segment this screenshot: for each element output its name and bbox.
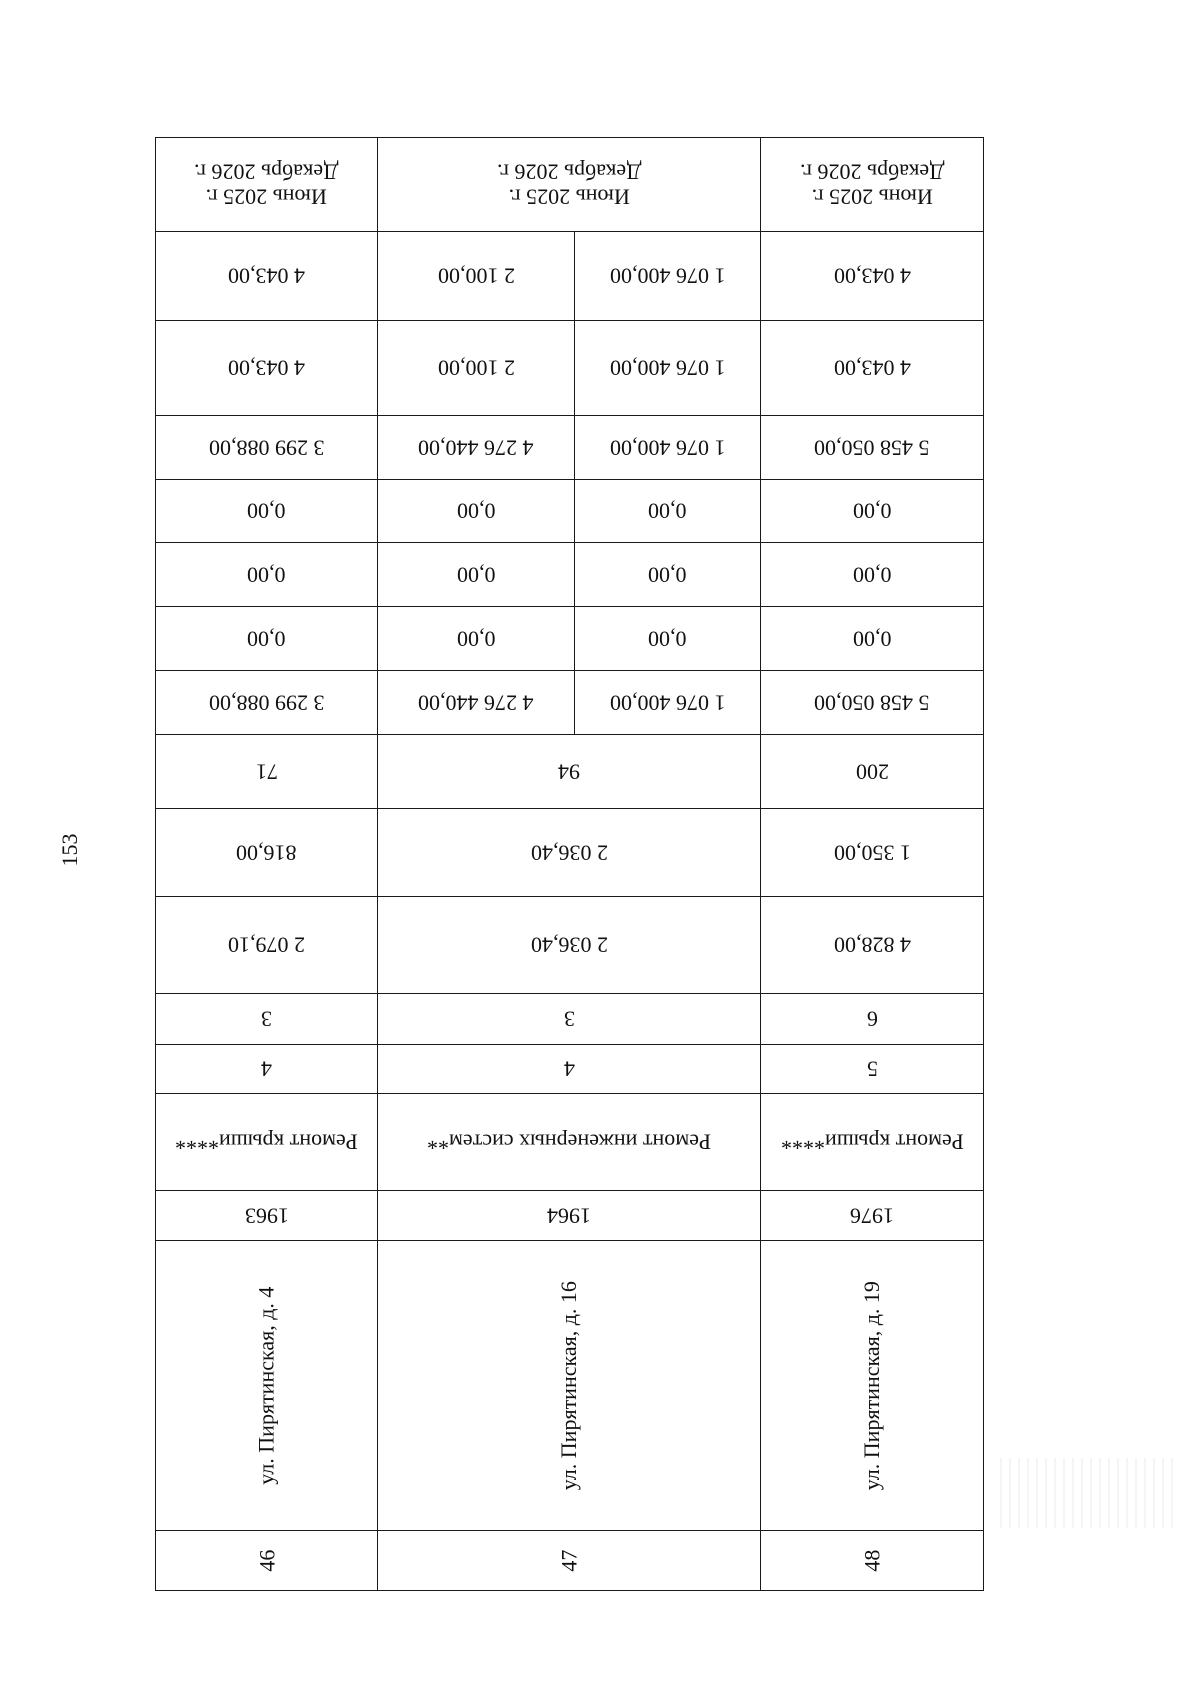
row-48-year-cell — [760, 1190, 984, 1241]
cost-total: 5 458 050,00 — [814, 690, 930, 716]
row-47a-zero-3-cell — [574, 479, 761, 543]
row-46-period-cell — [155, 137, 378, 232]
row-46-rate-1-cell — [155, 320, 378, 416]
build-year: 1964 — [547, 1203, 591, 1229]
row-48-rate-1-cell — [760, 320, 984, 416]
period-start: Июнь 2025 г. — [811, 184, 933, 210]
unit-cost: 2 100,00 — [437, 355, 515, 381]
address: ул. Пирятинская, д. 4 — [253, 1286, 279, 1485]
row-46-rate-2-cell — [155, 231, 378, 321]
row-47b-total-cell — [377, 670, 575, 735]
address: ул. Пирятинская, д. 19 — [859, 1280, 885, 1491]
period-start: Июнь 2025 г. — [205, 184, 328, 210]
row-47a-total-cell — [574, 670, 761, 735]
row-46-zero-1-cell — [155, 606, 378, 671]
unit-cost: 4 043,00 — [833, 355, 911, 381]
cost-zero: 0,00 — [247, 626, 286, 652]
row-46-total-2-cell — [155, 415, 378, 480]
area-total: 2 079,10 — [228, 932, 305, 958]
row-47-address-cell — [377, 1240, 761, 1531]
row-46-no-cell — [155, 1530, 378, 1591]
col-a-value: 5 — [866, 1056, 878, 1082]
row-46-zero-2-cell — [155, 542, 378, 607]
row-46-col-a-cell — [155, 1044, 378, 1094]
cost-zero: 0,00 — [648, 498, 687, 524]
row-48-address-cell — [760, 1240, 984, 1531]
row-47a-rate-2-cell — [574, 231, 761, 321]
row-46-work-cell — [155, 1093, 378, 1191]
address: ул. Пирятинская, д. 16 — [556, 1280, 582, 1491]
cost-zero: 0,00 — [852, 562, 892, 588]
row-47-year-cell — [377, 1190, 761, 1241]
cost-zero: 0,00 — [852, 626, 892, 652]
build-year: 1963 — [244, 1203, 289, 1229]
period — [497, 159, 641, 210]
cost-fund: 1 076 400,00 — [609, 435, 726, 461]
period — [194, 159, 338, 210]
row-47a-rate-1-cell — [574, 320, 761, 416]
cost-fund: 3 299 088,00 — [208, 435, 325, 461]
cost-zero: 0,00 — [648, 626, 687, 652]
row-47b-zero-3-cell — [377, 479, 575, 543]
residents: 200 — [855, 759, 889, 785]
row-47b-total-2-cell — [377, 415, 575, 480]
cost-total: 1 076 400,00 — [609, 690, 726, 716]
col-a-value: 4 — [563, 1056, 575, 1082]
row-48-total-2-cell — [760, 415, 984, 480]
build-year: 1976 — [850, 1203, 894, 1229]
row-47a-zero-1-cell — [574, 606, 761, 671]
row-47-period-cell — [377, 137, 761, 232]
row-number: 46 — [253, 1549, 279, 1572]
area-living: 2 036,40 — [530, 840, 608, 866]
period-end: Декабрь 2026 г. — [496, 159, 642, 185]
row-48-rate-2-cell — [760, 231, 984, 321]
row-48-residents-cell — [760, 734, 984, 809]
row-48-zero-2-cell — [760, 542, 984, 607]
cost-zero: 0,00 — [852, 498, 892, 524]
cost-total: 4 276 440,00 — [418, 690, 534, 716]
row-47-residents-cell — [377, 734, 761, 809]
cost-fund: 4 276 440,00 — [418, 435, 534, 461]
row-46-year-cell — [155, 1190, 378, 1241]
area-living: 816,00 — [236, 840, 297, 866]
page-number: 153 — [57, 833, 82, 867]
unit-cost: 1 076 400,00 — [609, 355, 726, 381]
row-47b-rate-2-cell — [377, 231, 575, 321]
area-living: 1 350,00 — [833, 840, 911, 866]
unit-cost-limit: 1 076 400,00 — [609, 263, 726, 289]
row-48-area-1-cell — [760, 896, 984, 994]
row-48-zero-1-cell — [760, 606, 984, 671]
cost-zero: 0,00 — [247, 562, 286, 588]
work-type: Ремонт крыши**** — [175, 1129, 358, 1155]
row-47-col-a-cell — [377, 1044, 761, 1094]
period — [800, 159, 944, 210]
residents: 71 — [255, 759, 278, 785]
col-a-value: 4 — [261, 1056, 272, 1082]
period-start: Июнь 2025 г. — [508, 184, 630, 210]
row-48-period-cell — [760, 137, 984, 232]
row-47-no-cell — [377, 1530, 761, 1591]
row-47b-zero-1-cell — [377, 606, 575, 671]
period-end: Декабрь 2026 г. — [799, 159, 945, 185]
row-47-area-1-cell — [377, 896, 761, 994]
row-46-address-cell — [155, 1240, 378, 1531]
row-48-area-2-cell — [760, 808, 984, 897]
row-46-total-cell — [155, 670, 378, 735]
row-number: 48 — [859, 1549, 885, 1572]
unit-cost-limit: 4 043,00 — [833, 263, 911, 289]
area-total: 4 828,00 — [833, 932, 911, 958]
unit-cost-limit: 2 100,00 — [437, 263, 515, 289]
row-47-area-2-cell — [377, 808, 761, 897]
row-47-work-cell — [377, 1093, 761, 1191]
unit-cost-limit: 4 043,00 — [228, 263, 305, 289]
row-48-no-cell — [760, 1530, 984, 1591]
row-46-area-1-cell — [155, 896, 378, 994]
cost-zero: 0,00 — [456, 498, 496, 524]
row-48-work-cell — [760, 1093, 984, 1191]
row-48-col-b-cell — [760, 993, 984, 1045]
row-46-zero-3-cell — [155, 479, 378, 543]
area-total: 2 036,40 — [530, 932, 608, 958]
row-47a-zero-2-cell — [574, 542, 761, 607]
row-number: 47 — [556, 1549, 582, 1572]
cost-zero: 0,00 — [648, 562, 687, 588]
row-47a-total-2-cell — [574, 415, 761, 480]
col-b-value: 3 — [563, 1006, 575, 1032]
cost-zero: 0,00 — [456, 626, 496, 652]
row-46-col-b-cell — [155, 993, 378, 1045]
row-47b-rate-1-cell — [377, 320, 575, 416]
work-type: Ремонт крыши**** — [780, 1129, 964, 1155]
row-47-col-b-cell — [377, 993, 761, 1045]
cost-total: 3 299 088,00 — [208, 690, 325, 716]
period-end: Декабрь 2026 г. — [194, 159, 339, 185]
work-type: Ремонт инженерных систем** — [427, 1129, 711, 1155]
cost-zero: 0,00 — [247, 498, 286, 524]
cost-zero: 0,00 — [456, 562, 496, 588]
col-b-value: 6 — [866, 1006, 878, 1032]
row-46-area-2-cell — [155, 808, 378, 897]
row-48-total-cell — [760, 670, 984, 735]
row-47b-zero-2-cell — [377, 542, 575, 607]
row-46-residents-cell — [155, 734, 378, 809]
row-48-col-a-cell — [760, 1044, 984, 1094]
residents: 94 — [558, 759, 580, 785]
scan-artifact — [1000, 1458, 1180, 1528]
unit-cost: 4 043,00 — [228, 355, 305, 381]
col-b-value: 3 — [261, 1006, 272, 1032]
cost-fund: 5 458 050,00 — [814, 435, 930, 461]
row-48-zero-3-cell — [760, 479, 984, 543]
